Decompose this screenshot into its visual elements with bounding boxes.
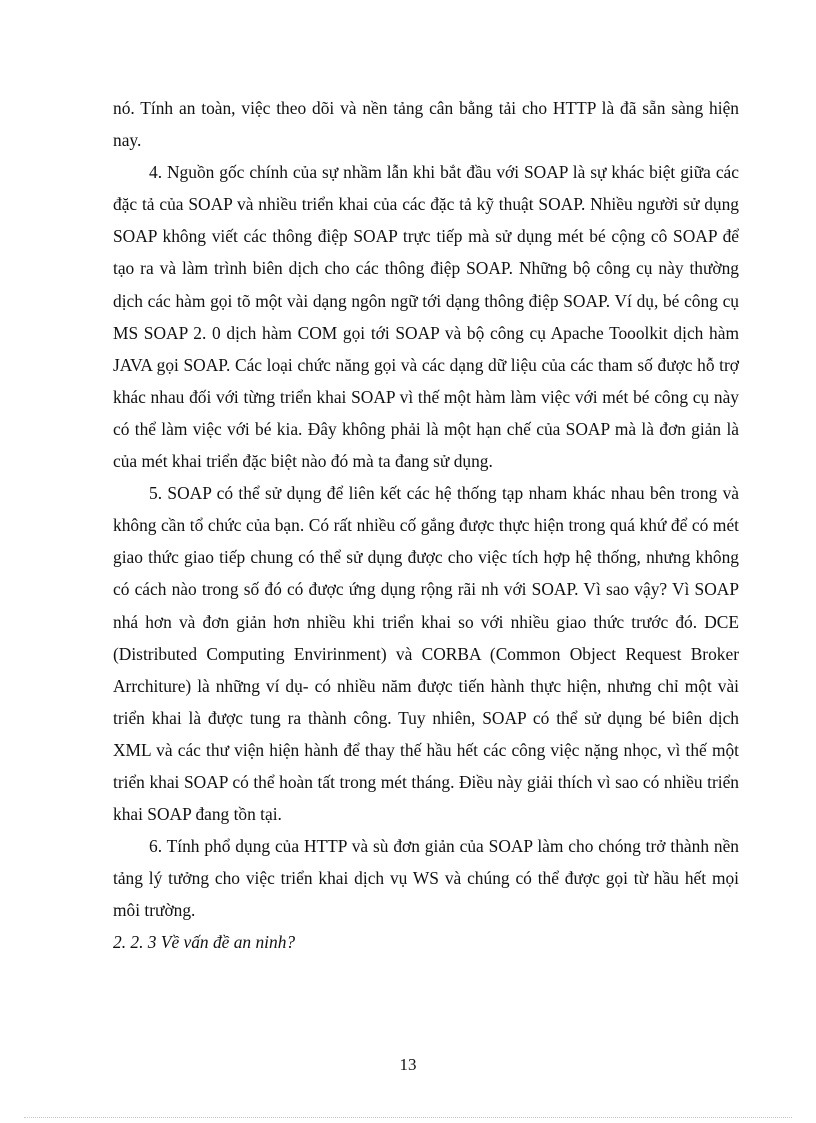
body-text	[113, 92, 739, 959]
paragraph-item-4: 4. Nguồn gốc chính của sự nhầm lẫn khi bắt đầu với SOAP là sự khác biệt giữa các đặc tả của SOAP và nhiều triển khai của các đặc tả kỹ thuật SOAP. Nhiều người sử dụng SOAP không viết các thông điệp SOAP trực tiếp mà sử dụng mét bé cộng cô SOAP để tạo ra và làm trình biên dịch cho các thông điệp SOAP. Những bộ công cụ này thường dịch các hàm gọi tõ một vài dạng ngôn ngữ tới dạng thông điệp SOAP. Ví dụ, bé công cụ MS SOAP 2. 0 dịch hàm COM gọi tới SOAP và bộ công cụ Apache Tooolkit dịch hàm JAVA gọi SOAP. Các loại chức năng gọi và các dạng dữ liệu của các tham số được hỗ trợ khác nhau đối với từng triển khai SOAP vì thế một hàm làm việc với mét bé công cụ này có thể làm việc với bé kia. Đây không phải là một hạn chế của SOAP mà là đơn giản là của mét khai triển đặc biệt nào đó mà ta đang sử dụng.	[113, 162, 739, 472]
footer-divider	[24, 1117, 792, 1118]
paragraph-item-6: 6. Tính phổ dụng của HTTP và sù đơn giản của SOAP làm cho chóng trở thành nền tảng lý tưởng cho việc triển khai dịch vụ WS và chúng có thể được gọi từ hầu hết mọi môi trường.	[113, 836, 739, 921]
section-heading: 2. 2. 3 Về vấn đề an ninh?	[113, 932, 296, 953]
page-number: 13	[399, 1055, 417, 1074]
paragraph-item-5: 5. SOAP có thể sử dụng để liên kết các hệ thống tạp nham khác nhau bên trong và không cần tổ chức của bạn. Có rất nhiều cố gắng được thực hiện trong quá khứ để có mét giao thức giao tiếp chung có thể sử dụng được cho việc tích hợp hệ thống, nhưng không có cách nào trong số đó có được ứng dụng rộng rãi nh với SOAP. Vì sao vậy? Vì SOAP nhá hơn và đơn giản hơn nhiều khi triển khai so với nhiều giao thức trước đó. DCE (Distributed Computing Envirinment) và CORBA (Common Object Request Broker Arrchiture) là những ví dụ- có nhiều năm được tiến hành thực hiện, nhưng chỉ một vài triển khai là được tung ra thành công. Tuy nhiên, SOAP có thể sử dụng bé biên dịch XML và các thư viện hiện hành để thay thế hầu hết các công việc nặng nhọc, vì thế một triển khai SOAP có thể hoàn tất trong mét tháng. Điều này giải thích vì sao có nhiều triển khai SOAP đang tồn tại.	[113, 483, 739, 825]
paragraph-continuation: nó. Tính an toàn, việc theo dõi và nền tảng cân bằng tải cho HTTP là đã sẵn sàng hiện nay.	[113, 98, 739, 151]
